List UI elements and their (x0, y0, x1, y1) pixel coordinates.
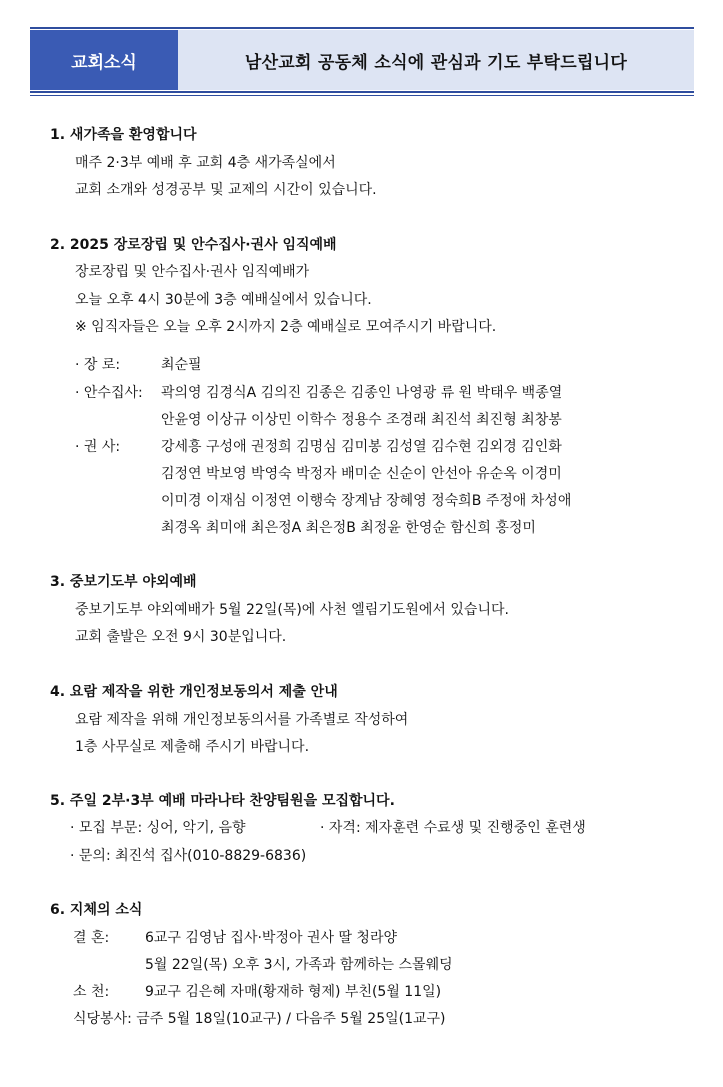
section-3-line: 교회 출발은 오전 9시 30분입니다. (75, 629, 287, 645)
role-label-elder: · 장 로: (75, 357, 121, 373)
funeral-label: 소 천: (73, 984, 110, 1000)
role-names: 최순필 (161, 357, 202, 373)
role-row-deacon (75, 383, 562, 403)
section-3-line: 중보기도부 야외예배가 5월 22일(목)에 사천 엘림기도원에서 있습니다. (75, 602, 509, 618)
role-label-deacon: · 안수집사: (75, 385, 143, 401)
section-2-title: 2. 2025 장로장립 및 안수집사·권사 임직예배 (50, 237, 337, 253)
header-bottom-rule-thin (30, 95, 694, 96)
section-2-line: 오늘 오후 4시 30분에 3층 예배실에서 있습니다. (75, 292, 372, 308)
role-row-elder (75, 355, 202, 375)
section-3-title: 3. 중보기도부 야외예배 (50, 574, 197, 590)
section-2-note: ※ 임직자들은 오늘 오후 2시까지 2층 예배실로 모여주시기 바랍니다. (75, 319, 497, 335)
role-label-kwonsa: · 권 사: (75, 439, 121, 455)
section-1-title: 1. 새가족을 환영합니다 (50, 127, 197, 143)
header-bottom-rule (30, 91, 694, 93)
role-names: 안윤영 이상규 이상민 이학수 정용수 조경래 최진석 최진형 최창봉 (161, 412, 562, 428)
header-title: 남산교회 공동체 소식에 관심과 기도 부탁드립니다 (178, 30, 694, 90)
section-4-line: 1층 사무실로 제출해 주시기 바랍니다. (75, 739, 310, 755)
section-4-title: 4. 요람 제작을 위한 개인정보동의서 제출 안내 (50, 684, 338, 700)
section-2-line: 장로장립 및 안수집사·권사 임직예배가 (75, 264, 310, 280)
role-row-kwonsa (75, 437, 562, 457)
funeral-text: 9교구 김은혜 자매(황재하 형제) 부친(5월 11일) (145, 984, 442, 1000)
section-1-line: 매주 2·3부 예배 후 교회 4층 새가족실에서 (75, 155, 336, 171)
meal-service: 식당봉사: 금주 5월 18일(10교구) / 다음주 5월 25일(1교구) (73, 1011, 446, 1027)
role-names: 강세흥 구성애 권정희 김명심 김미봉 김성열 김수현 김외경 김인화 (161, 439, 562, 455)
role-names: 이미경 이재심 이정연 이행숙 장계남 장혜영 정숙희B 주정애 차성애 (161, 493, 572, 509)
role-names: 최경옥 최미애 최은정A 최은정B 최정윤 한영순 함신희 홍정미 (161, 520, 536, 536)
wedding-row (73, 928, 397, 948)
recruit-contact: · 문의: 최진석 집사(010-8829-6836) (70, 848, 307, 864)
wedding-text: 6교구 김영남 집사·박정아 권사 딸 청라양 (145, 930, 397, 946)
wedding-label: 결 혼: (73, 930, 110, 946)
role-names: 곽의영 김경식A 김의진 김종은 김종인 나영광 류 원 박태우 백종열 (161, 385, 563, 401)
section-6-title: 6. 지체의 소식 (50, 902, 143, 918)
section-1-line: 교회 소개와 성경공부 및 교제의 시간이 있습니다. (75, 182, 377, 198)
recruit-qualification: · 자격: 제자훈련 수료생 및 진행중인 훈련생 (320, 820, 586, 836)
recruit-field: · 모집 부문: 싱어, 악기, 음향 (70, 820, 246, 836)
role-names: 김정연 박보영 박영숙 박정자 배미순 신순이 안선아 유순옥 이경미 (161, 466, 562, 482)
funeral-row (73, 982, 441, 1002)
section-5-title: 5. 주일 2부·3부 예배 마라나타 찬양팀원을 모집합니다. (50, 793, 395, 809)
header-category-label: 교회소식 (30, 30, 178, 90)
section-4-line: 요람 제작을 위해 개인정보동의서를 가족별로 작성하여 (75, 712, 409, 728)
wedding-text: 5월 22일(목) 오후 3시, 가족과 함께하는 스몰웨딩 (145, 957, 453, 973)
header-top-rule (30, 27, 694, 29)
